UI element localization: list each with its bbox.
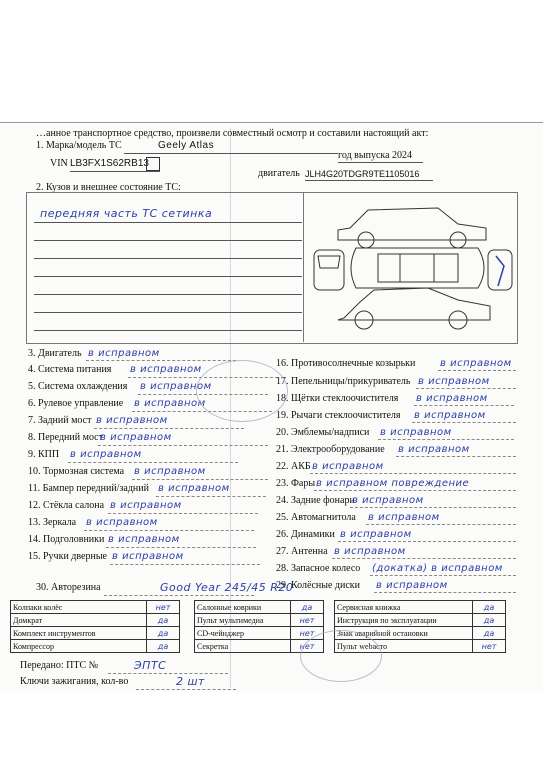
keys-label: Ключи зажигания, кол-во: [20, 676, 129, 687]
body-section-divider: [303, 192, 304, 342]
table-row: [11, 614, 180, 627]
engine-underline: [305, 180, 433, 181]
blank-bottom-area: [0, 692, 543, 768]
right-item-label: 22. АКБ: [276, 461, 311, 472]
stamp-mark: [196, 360, 288, 422]
table-row: [335, 614, 506, 627]
note-line-7: [34, 330, 302, 331]
equipment-value: нет: [473, 640, 506, 653]
table-row: [195, 627, 324, 640]
equipment-label: Салонные коврики: [195, 601, 291, 614]
vin-label: VIN: [50, 158, 68, 169]
intro-text: …анное транспортное средство, произвели совместный осмотр и составили настоящий акт:: [36, 128, 429, 139]
equipment-value: да: [473, 614, 506, 627]
table-row: [195, 614, 324, 627]
equipment-value: да: [473, 627, 506, 640]
right-item-value: в исправном: [380, 427, 452, 438]
fill-line: [416, 388, 516, 389]
engine-value: JLH4G20TDGR9TE1105016: [305, 169, 420, 179]
right-item-label: 17. Пепельницы/прикуриватель: [276, 376, 411, 387]
left-item-value: в исправном: [70, 449, 142, 460]
equipment-value: нет: [147, 601, 180, 614]
left-item-label: 4. Система питания: [28, 364, 112, 375]
right-item-label: 16. Противосолнечные козырьки: [276, 358, 416, 369]
fill-line: [94, 428, 244, 429]
fill-line: [366, 524, 516, 525]
equipment-value: нет: [291, 614, 324, 627]
equipment-value: да: [473, 601, 506, 614]
left-item-value: в исправном: [100, 432, 172, 443]
left-item-label: 7. Задний мост: [28, 415, 92, 426]
body-note: передняя часть ТС сетинка: [40, 207, 213, 220]
equipment-label: Инструкция по эксплуатации: [335, 614, 473, 627]
equipment-table-left: [10, 600, 180, 653]
left-item-value: в исправном: [130, 364, 202, 375]
equipment-label: Секретка: [195, 640, 291, 653]
right-item-label: 29. Колёсные диски: [276, 580, 361, 591]
right-item-label: 19. Рычаги стеклоочистителя: [276, 410, 401, 421]
year-underline: [338, 162, 423, 163]
table-row: [11, 627, 180, 640]
left-item-value: в исправном: [108, 534, 180, 545]
vin-value: LB3FX1S62RB13: [70, 158, 149, 169]
right-item-value: в исправном: [334, 546, 406, 557]
right-item-label: 21. Электрооборудование: [276, 444, 385, 455]
equipment-label: Пульт мультимедиа: [195, 614, 291, 627]
left-item-label: 14. Подголовники: [28, 534, 105, 545]
table-row: [11, 640, 180, 653]
table-row: [335, 601, 506, 614]
left-item-label: 8. Передний мост: [28, 432, 103, 443]
right-item-value: (докатка) в исправном: [372, 563, 503, 574]
blank-top-area: [0, 0, 543, 122]
left-item-value: в исправном: [96, 415, 168, 426]
keys-value: 2 шт: [176, 675, 205, 688]
right-item-value: в исправном: [340, 529, 412, 540]
left-item-label: 5. Система охлаждения: [28, 381, 128, 392]
fill-line: [98, 445, 268, 446]
right-item-value: в исправном: [368, 512, 440, 523]
fill-line: [136, 689, 236, 690]
note-line-4: [34, 276, 302, 277]
right-item-value: в исправном: [312, 461, 384, 472]
stamp-mark: [300, 630, 382, 682]
equipment-value: да: [147, 640, 180, 653]
fill-line: [314, 490, 516, 491]
equipment-value: да: [147, 627, 180, 640]
note-line-3: [34, 258, 302, 259]
fill-line: [86, 360, 236, 361]
fill-line: [374, 592, 516, 593]
left-item-value: в исправном: [140, 381, 212, 392]
left-item-label: 13. Зеркала: [28, 517, 77, 528]
make-value: Geely Atlas: [158, 140, 215, 151]
note-line-2: [34, 240, 302, 241]
left-item-label: 11. Бампер передний/задний: [28, 483, 149, 494]
fill-line: [370, 575, 516, 576]
fill-line: [412, 422, 516, 423]
right-item-value: в исправном: [414, 410, 486, 421]
left-item-value: в исправном: [110, 500, 182, 511]
equipment-value: да: [291, 601, 324, 614]
right-item-label: 26. Динамики: [276, 529, 335, 540]
tires-value: Good Year 245/45 R20: [160, 581, 294, 594]
year-label: год выпуска 2024: [338, 150, 413, 161]
page-edge-line: [0, 122, 543, 123]
engine-label: двигатель: [258, 168, 300, 179]
fill-line: [310, 473, 516, 474]
left-item-label: 9. КПП: [28, 449, 60, 460]
fill-line: [438, 370, 516, 371]
equipment-value: нет: [291, 627, 324, 640]
fill-line: [396, 456, 516, 457]
make-underline: [124, 153, 338, 154]
fill-line: [338, 541, 516, 542]
vin-box: [146, 157, 160, 171]
equipment-label: Пульт webасто: [335, 640, 473, 653]
fill-line: [108, 513, 258, 514]
fill-line: [84, 530, 254, 531]
left-item-value: в исправном: [134, 466, 206, 477]
equipment-label: Домкрат: [11, 614, 147, 627]
fill-line: [110, 564, 260, 565]
right-item-label: 23. Фары: [276, 478, 316, 489]
fill-line: [350, 507, 516, 508]
left-item-value: в исправном: [86, 517, 158, 528]
equipment-label: Знак аварийной остановки: [335, 627, 473, 640]
body-section-title: 2. Кузов и внешнее состояние ТС:: [36, 182, 181, 193]
equipment-value: нет: [291, 640, 324, 653]
left-item-label: 3. Двигатель: [28, 348, 82, 359]
note-line-5: [34, 294, 302, 295]
right-item-label: 20. Эмблемы/надписи: [276, 427, 370, 438]
right-item-value: в исправном: [440, 358, 512, 369]
right-item-label: 28. Запасное колесо: [276, 563, 361, 574]
right-item-label: 18. Щётки стеклоочистителя: [276, 393, 399, 404]
equipment-label: Компрессор: [11, 640, 147, 653]
fill-line: [132, 479, 268, 480]
left-item-value: в исправном: [158, 483, 230, 494]
left-item-label: 10. Тормозная система: [28, 466, 125, 477]
table-row: [11, 601, 180, 614]
right-item-value: в исправном повреждение: [316, 478, 470, 489]
equipment-label: Колпаки колёс: [11, 601, 147, 614]
pts-label: Передано: ПТС №: [20, 660, 99, 671]
left-item-label: 15. Ручки дверные: [28, 551, 107, 562]
left-item-label: 6. Рулевое управление: [28, 398, 124, 409]
fill-line: [108, 673, 228, 674]
note-line-1: [34, 222, 302, 223]
equipment-label: Комплект инструментов: [11, 627, 147, 640]
tires-label: 30. Авторезина: [36, 582, 101, 593]
right-item-value: в исправном: [376, 580, 448, 591]
pts-value: ЭПТС: [134, 659, 167, 672]
left-item-value: в исправном: [134, 398, 206, 409]
left-item-label: 12. Стёкла салона: [28, 500, 105, 511]
left-item-value: в исправном: [112, 551, 184, 562]
fill-line: [156, 496, 266, 497]
vin-underline: [70, 171, 160, 172]
fill-line: [378, 439, 514, 440]
right-item-value: в исправном: [416, 393, 488, 404]
fill-line: [104, 595, 254, 596]
car-damage-diagram: [308, 196, 514, 340]
right-item-label: 25. Автомагнитола: [276, 512, 356, 523]
equipment-label: CD-чейнджер: [195, 627, 291, 640]
left-item-value: в исправном: [88, 348, 160, 359]
right-item-value: в исправном: [352, 495, 424, 506]
note-line-6: [34, 312, 302, 313]
fill-line: [414, 405, 514, 406]
table-row: [195, 601, 324, 614]
fill-line: [106, 547, 256, 548]
fill-line: [68, 462, 238, 463]
right-item-value: в исправном: [418, 376, 490, 387]
right-item-value: в исправном: [398, 444, 470, 455]
fill-line: [332, 558, 516, 559]
make-label: 1. Марка/модель ТС: [36, 140, 122, 151]
equipment-label: Сервисная книжка: [335, 601, 473, 614]
equipment-value: да: [147, 614, 180, 627]
right-item-label: 24. Задние фонари: [276, 495, 355, 506]
right-item-label: 27. Антенна: [276, 546, 328, 557]
